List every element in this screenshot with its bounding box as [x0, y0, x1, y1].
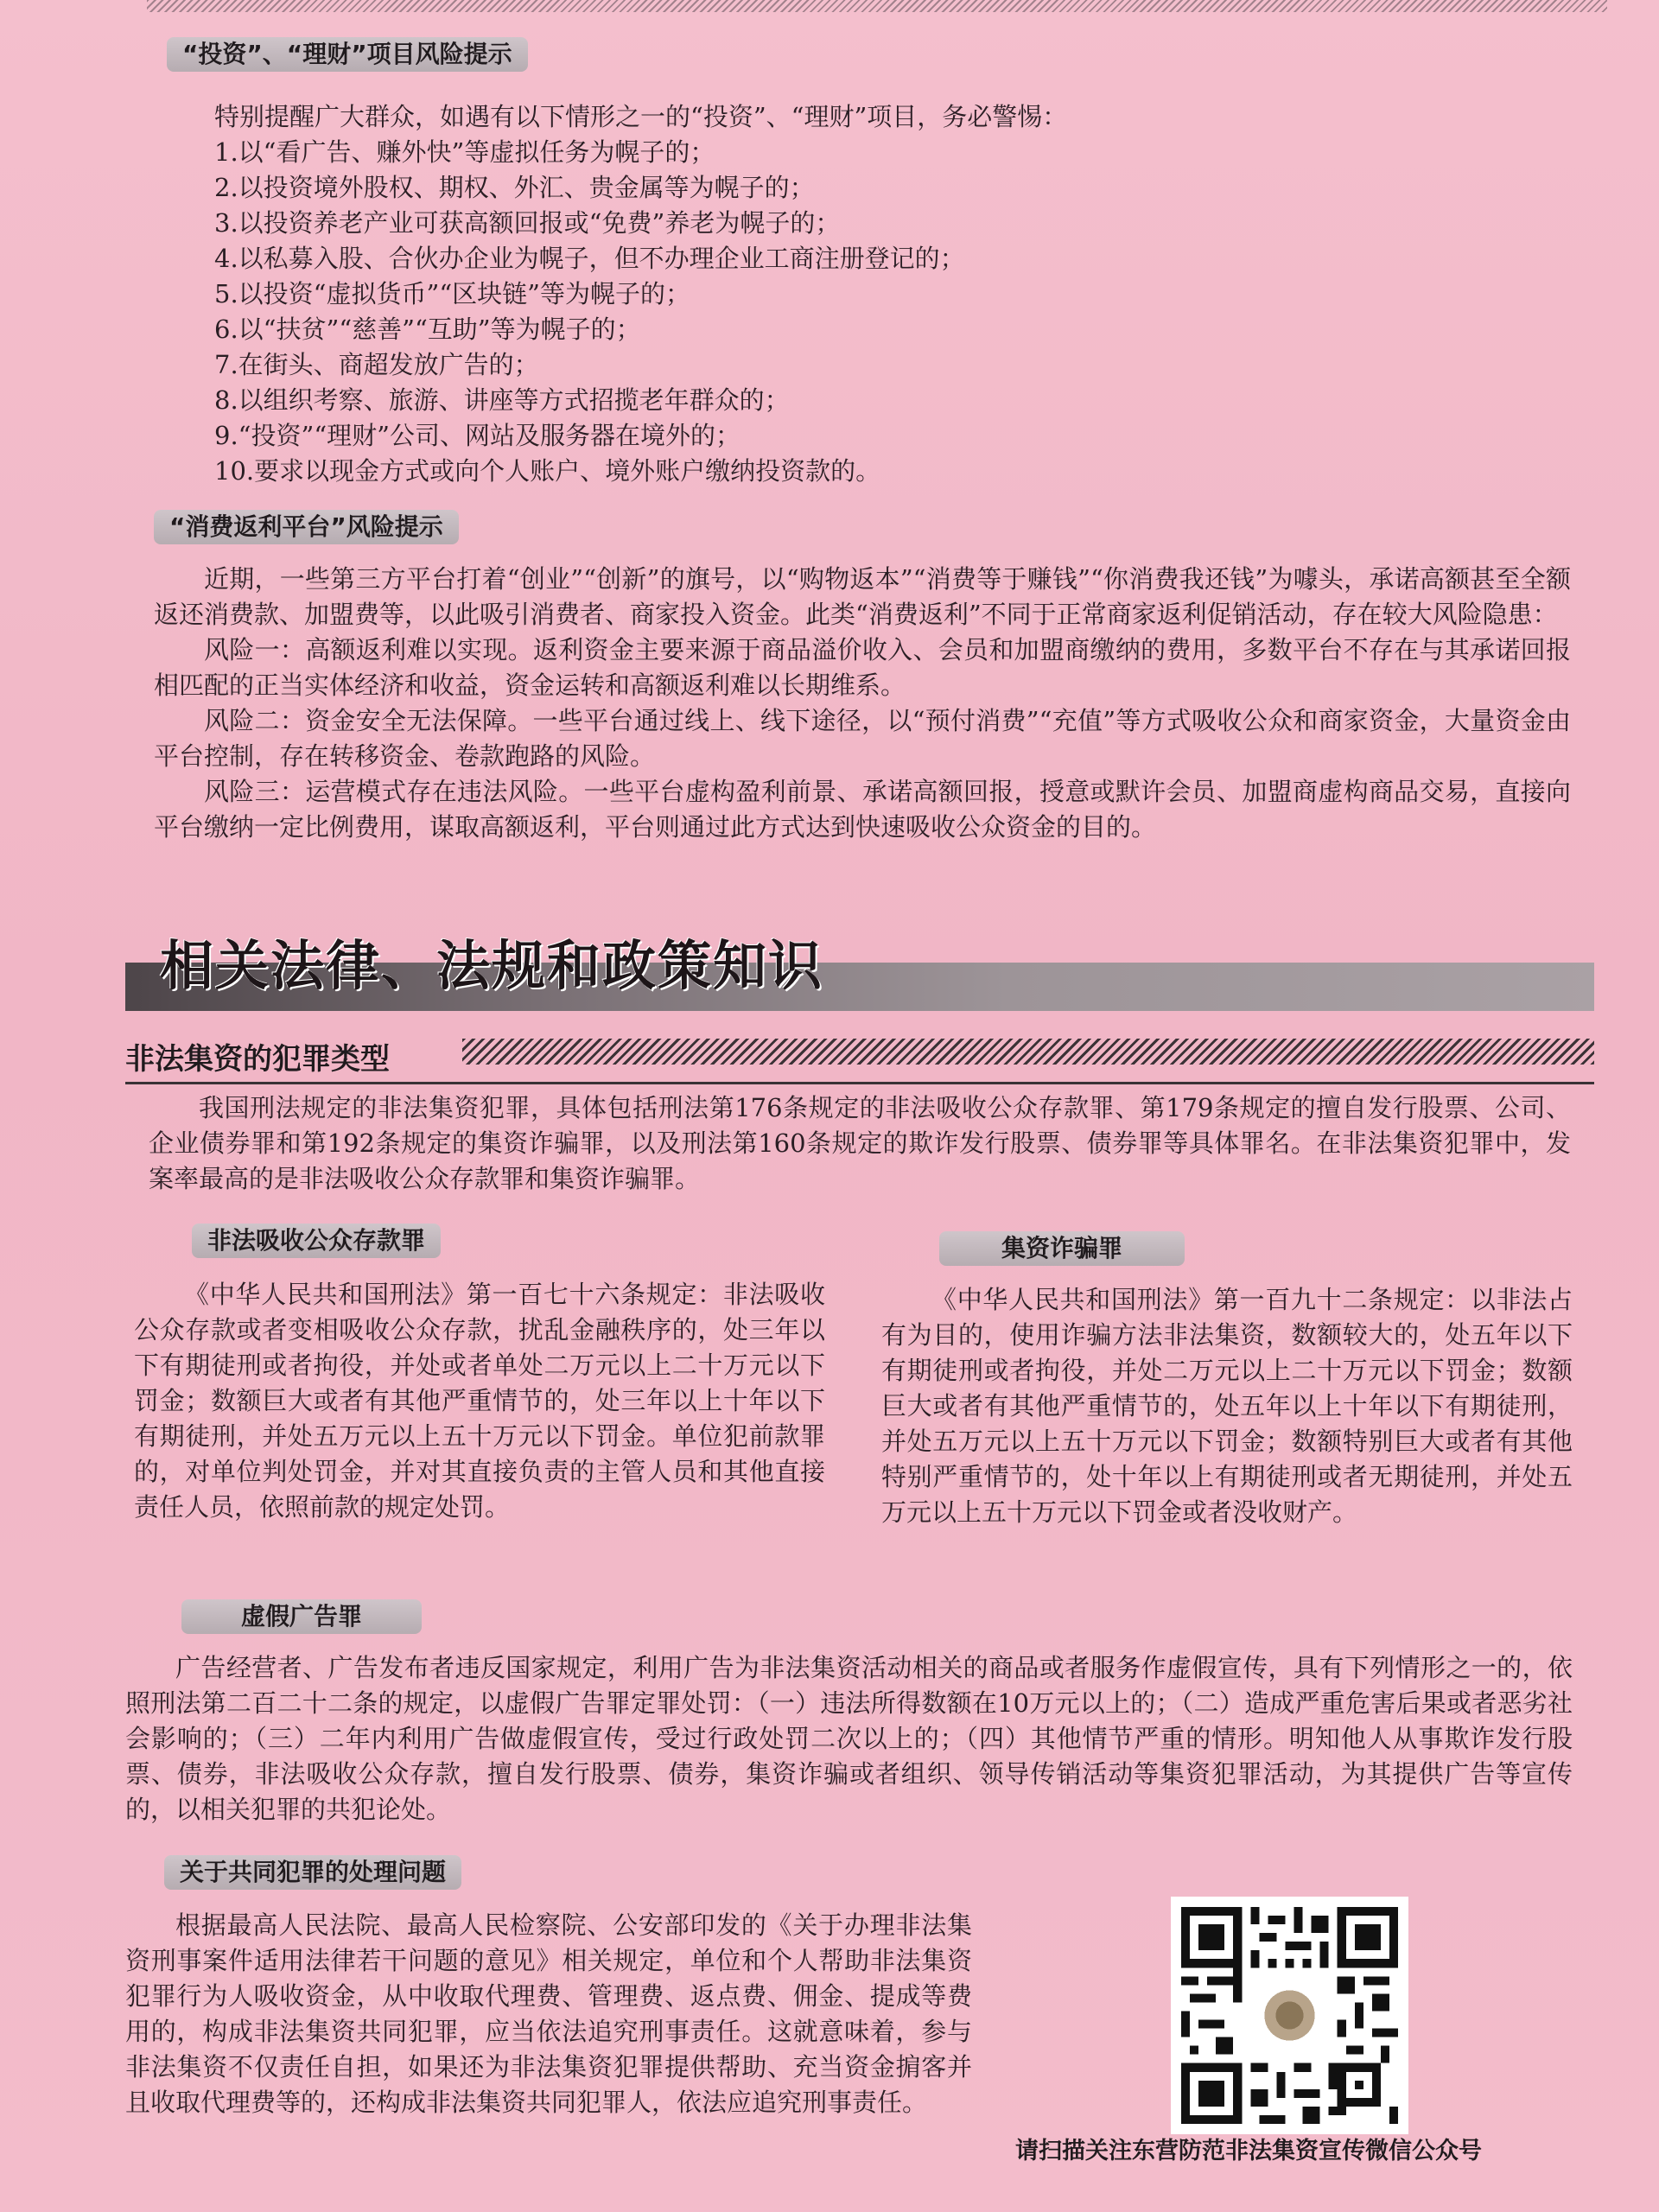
false-ad-body	[125, 1650, 1573, 1827]
rebate-risk-heading: “消费返利平台”风险提示	[154, 510, 459, 544]
qr-caption: 请扫描关注东营防范非法集资宣传微信公众号	[1015, 2138, 1482, 2164]
list-item: 7.在街头、商超发放广告的；	[214, 350, 539, 379]
deposit-crime-heading: 非法吸收公众存款罪	[192, 1224, 441, 1258]
crime-types-header	[125, 1025, 1594, 1085]
invest-risk-heading: “投资”、“理财”项目风险提示	[167, 37, 528, 72]
joint-crime-text: 根据最高人民法院、最高人民检察院、公安部印发的《关于办理非法集资刑事案件适用法律若干问题的意见》相关规定，单位和个人帮助非法集资犯罪行为人吸收资金，从中收取代理费、管理费、返点费、佣金、提成等费用的，构成非法集资共同犯罪，应当依法追究刑事责任。这就意味着，参与非法集资不仅责任自担，如果还为非法集资犯罪提供帮助、充当资金掮客并且收取代理费等的，还构成非法集资共同犯罪人，依法应追究刑事责任。	[125, 1910, 972, 2117]
fraud-crime-text: 《中华人民共和国刑法》第一百九十二条规定：以非法占有为目的，使用诈骗方法非法集资，数额较大的，处五年以下有期徒刑或者拘役，并处二万元以上二十万元以下罚金；数额巨大或者有其他严重情节的，处五年以上十年以下有期徒刑，并处五万元以上五十万元以下罚金；数额特别巨大或者有其他特别严重情节的，处十年以上有期徒刑或者无期徒刑，并处五万元以上五十万元以下罚金或者没收财产。	[881, 1285, 1573, 1527]
false-ad-heading: 虚假广告罪	[181, 1599, 422, 1634]
joint-crime-heading: 关于共同犯罪的处理问题	[164, 1855, 461, 1890]
list-item: 5.以投资“虚拟货币”“区块链”等为幌子的；	[214, 279, 690, 308]
invest-risk-intro: 特别提醒广大群众，如遇有以下情形之一的“投资”、“理财”项目，务必警惕：	[214, 102, 1068, 131]
rebate-risk-body	[154, 562, 1571, 845]
fraud-crime-body	[881, 1282, 1573, 1530]
list-item: 2.以投资境外股权、期权、外汇、贵金属等为幌子的；	[214, 173, 815, 202]
false-ad-text: 广告经营者、广告发布者违反国家规定，利用广告为非法集资活动相关的商品或者服务作虚假宣传，具有下列情形之一的，依照刑法第二百二十二条的规定，以虚假广告罪定罪处罚：（一）违法所得数额在10万元以上的；（二）造成严重危害后果或者恶劣社会影响的；（三）二年内利用广告做虚假宣传，受过行政处罚二次以上的；（四）其他情节严重的情形。明知他人从事欺诈发行股票、债券，非法吸收公众存款，擅自发行股票、债券，集资诈骗或者组织、领导传销活动等集资犯罪活动，为其提供广告等宣传的，以相关犯罪的共犯论处。	[125, 1653, 1573, 1824]
crime-types-rule	[125, 1082, 1594, 1084]
qr-code-icon[interactable]	[1171, 1897, 1408, 2134]
list-item: 3.以投资养老产业可获高额回报或“免费”养老为幌子的；	[214, 208, 841, 238]
crime-types-title: 非法集资的犯罪类型	[125, 1042, 390, 1077]
rebate-risk-2: 风险二：资金安全无法保障。一些平台通过线上、线下途径，以“预付消费”“充值”等方式吸收公众和商家资金，大量资金由平台控制，存在转移资金、卷款跑路的风险。	[154, 706, 1571, 771]
crime-types-intro	[149, 1090, 1571, 1197]
law-banner	[125, 918, 1594, 1014]
list-item: 1.以“看广告、赚外快”等虚拟任务为幌子的；	[214, 137, 715, 167]
deposit-crime-body	[134, 1277, 825, 1525]
invest-risk-list	[214, 99, 1562, 489]
top-hatch-decoration	[147, 0, 1607, 12]
qr-code-graphic	[1181, 1907, 1398, 2124]
list-item: 10.要求以现金方式或向个人账户、境外账户缴纳投资款的。	[214, 456, 881, 486]
joint-crime-body	[125, 1908, 972, 2120]
law-banner-title: 相关法律、法规和政策知识	[160, 934, 824, 997]
crime-types-intro-text: 我国刑法规定的非法集资犯罪，具体包括刑法第176条规定的非法吸收公众存款罪、第179条规定的擅自发行股票、公司、企业债券罪和第192条规定的集资诈骗罪，以及刑法第160条规定的欺诈发行股票、债券罪等具体罪名。在非法集资犯罪中，发案率最高的是非法吸收公众存款罪和集资诈骗罪。	[149, 1093, 1571, 1193]
crime-types-hatch	[462, 1039, 1594, 1065]
list-item: 4.以私募入股、合伙办企业为幌子，但不办理企业工商注册登记的；	[214, 244, 965, 273]
deposit-crime-text: 《中华人民共和国刑法》第一百七十六条规定：非法吸收公众存款或者变相吸收公众存款，扰乱金融秩序的，处三年以下有期徒刑或者拘役，并处或者单处二万元以上二十万元以下罚金；数额巨大或者有其他严重情节的，处三年以上十年以下有期徒刑，并处五万元以上五十万元以下罚金。单位犯前款罪的，对单位判处罚金，并对其直接负责的主管人员和其他直接责任人员，依照前款的规定处罚。	[134, 1280, 825, 1522]
fraud-crime-heading: 集资诈骗罪	[939, 1231, 1185, 1266]
rebate-risk-1: 风险一：高额返利难以实现。返利资金主要来源于商品溢价收入、会员和加盟商缴纳的费用，多数平台不存在与其承诺回报相匹配的正当实体经济和收益，资金运转和高额返利难以长期维系。	[154, 635, 1571, 700]
rebate-risk-3: 风险三：运营模式存在违法风险。一些平台虚构盈利前景、承诺高额回报，授意或默许会员、加盟商虚构商品交易，直接向平台缴纳一定比例费用，谋取高额返利，平台则通过此方式达到快速吸收公众资金的目的。	[154, 777, 1571, 842]
list-item: 9.“投资”“理财”公司、网站及服务器在境外的；	[214, 421, 741, 450]
list-item: 6.以“扶贫”“慈善”“互助”等为幌子的；	[214, 315, 641, 344]
rebate-intro: 近期，一些第三方平台打着“创业”“创新”的旗号，以“购物返本”“消费等于赚钱”“你消费我还钱”为噱头，承诺高额甚至全额返还消费款、加盟费等，以此吸引消费者、商家投入资金。此类“消费返利”不同于正常商家返利促销活动，存在较大风险隐患：	[154, 564, 1571, 629]
list-item: 8.以组织考察、旅游、讲座等方式招揽老年群众的；	[214, 385, 790, 415]
